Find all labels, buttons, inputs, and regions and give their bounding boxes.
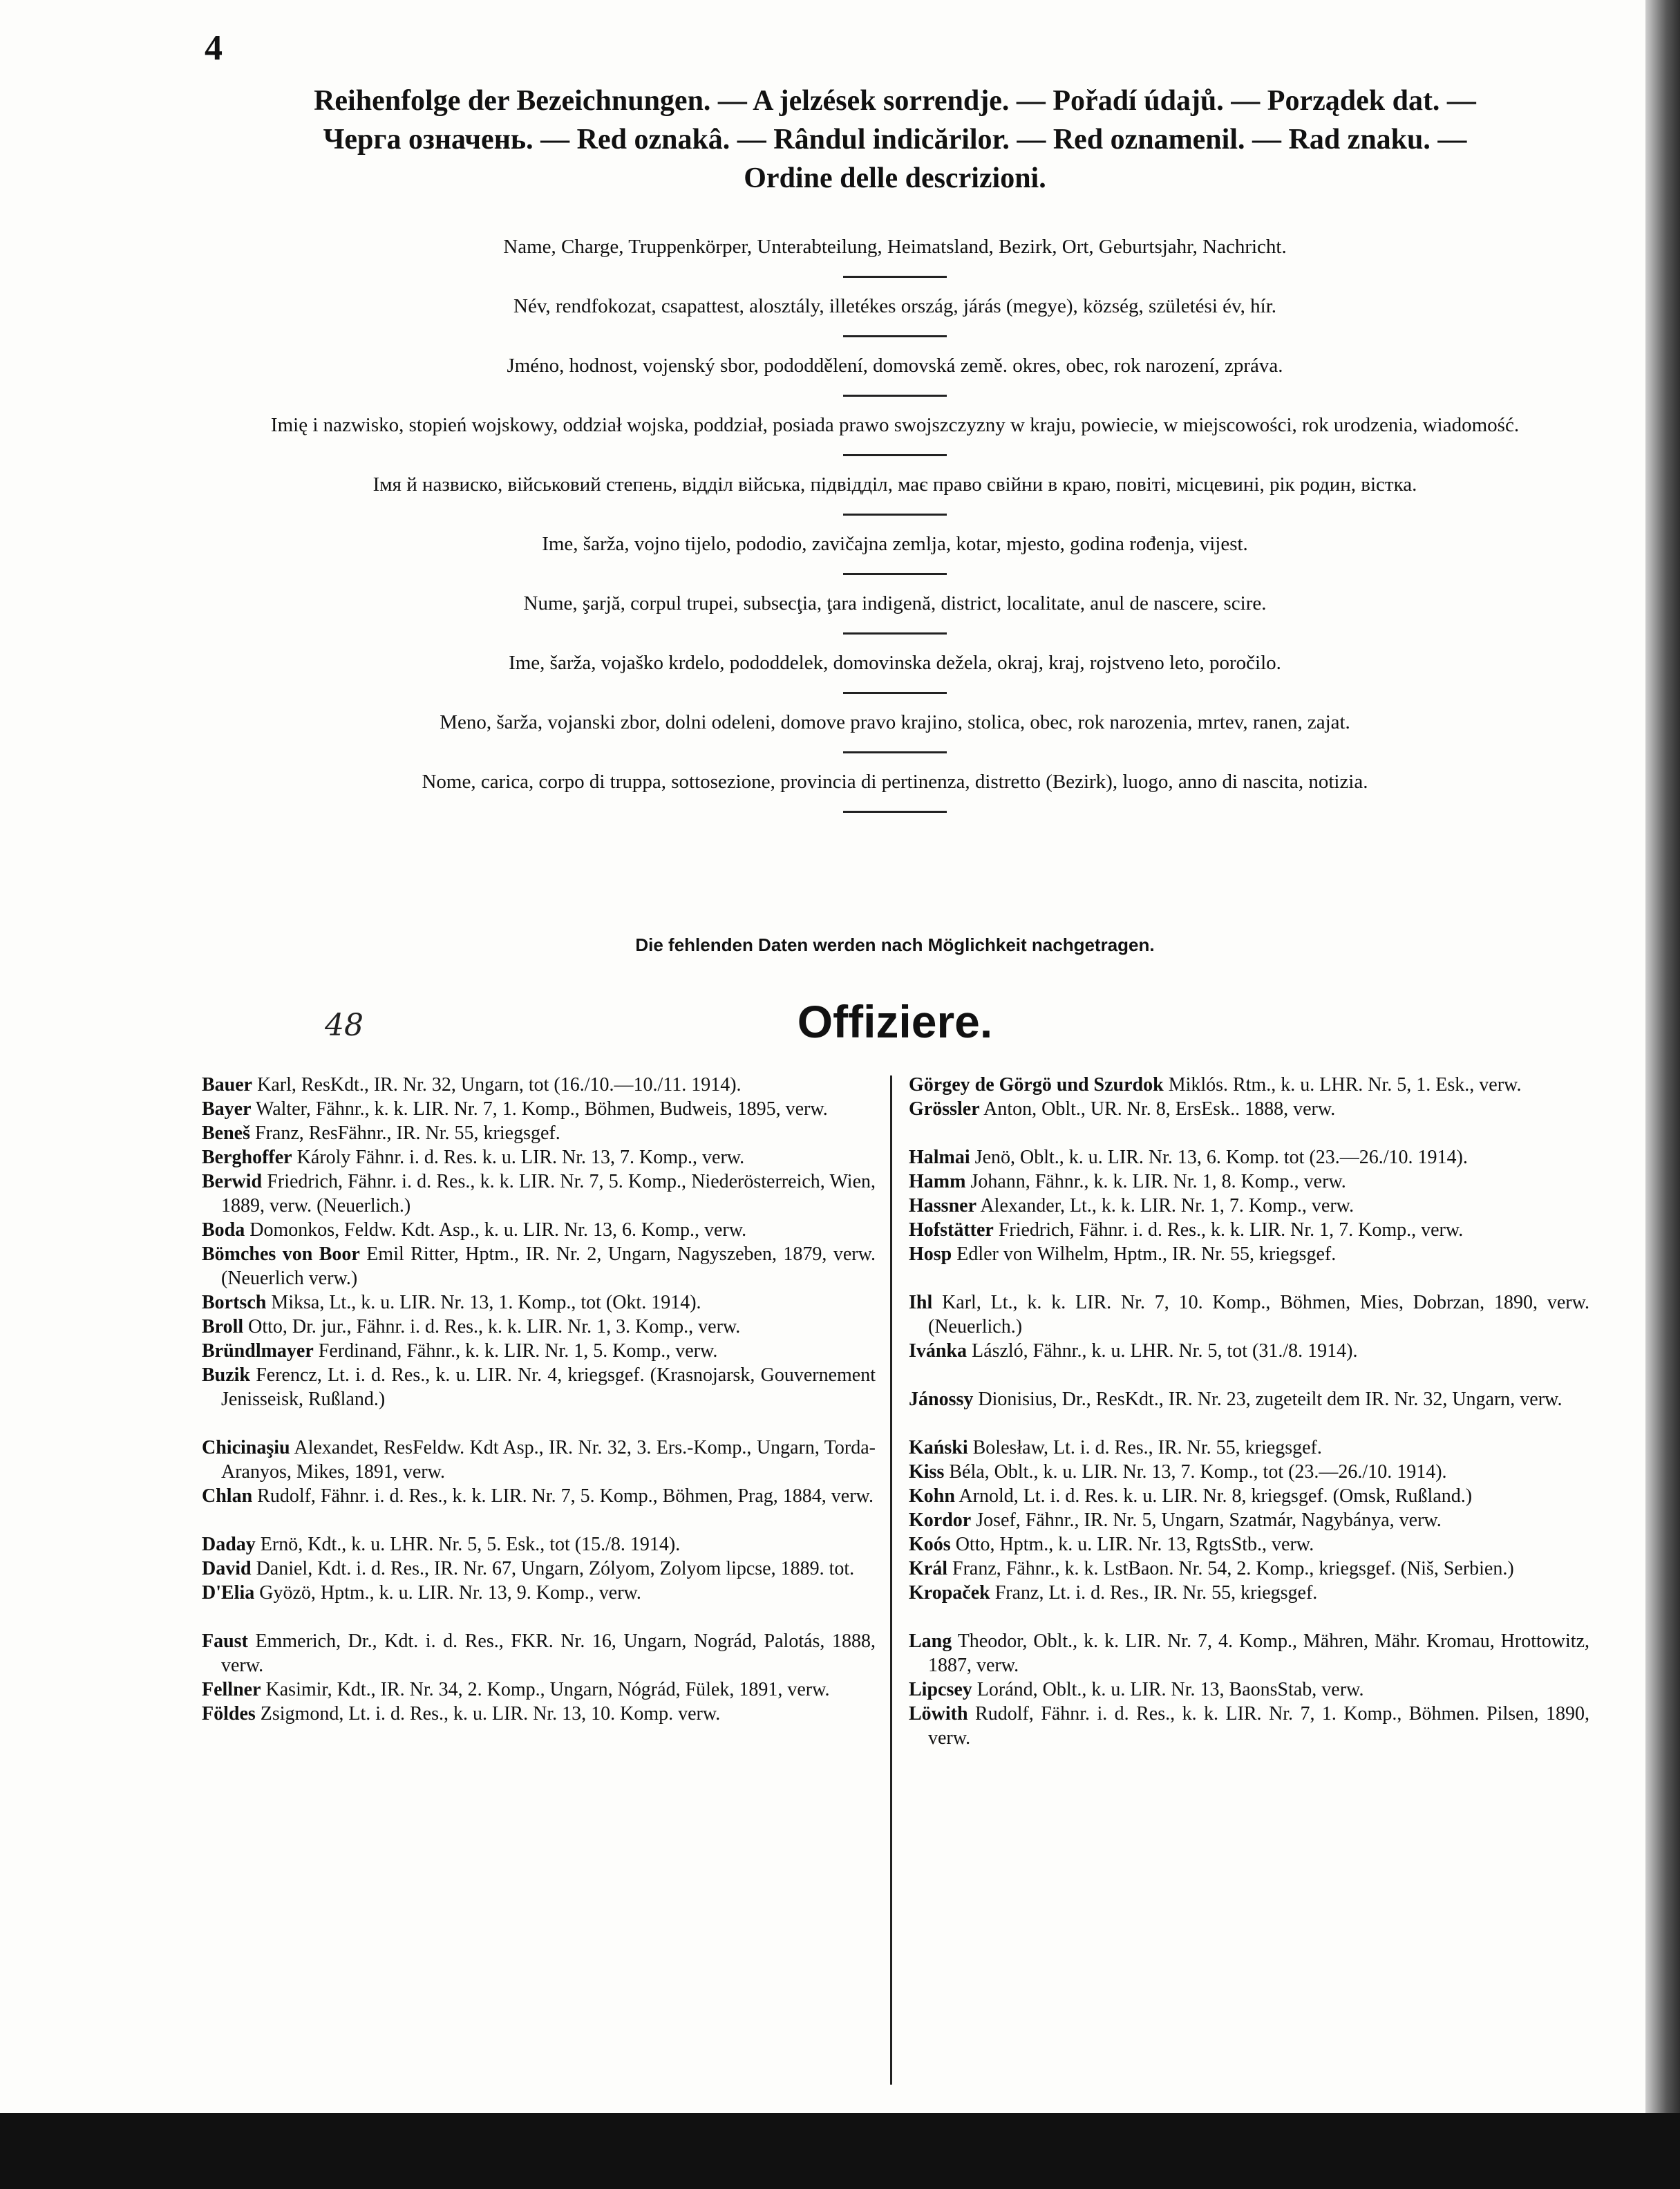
casualty-entry [909, 1387, 1589, 1411]
entry-surname: Hosp [909, 1243, 952, 1265]
entry-details: Otto, Dr. jur., Fähnr. i. d. Res., k. k. LIR. Nr. 1, 3. Komp., verw. [243, 1316, 741, 1337]
legend-line-hungarian: Név, rendfokozat, csapattest, alosztály, illetékes ország, járás (megye), község, születési év, hír. [513, 295, 1276, 317]
legend-line-czech: Jméno, hodnost, vojenský sbor, pododdělení, domovská země. okres, obec, rok narození, zpráva. [507, 355, 1283, 377]
casualty-entry [909, 1169, 1589, 1194]
section-title: Offiziere. [797, 996, 993, 1047]
casualty-entry [202, 1097, 876, 1121]
legend-line-slovenian: Ime, šarža, vojaško krdelo, pododdelek, domovinska dežela, okraj, kraj, rojstveno leto, poročilo. [509, 652, 1281, 674]
entry-details: Franz, ResFähnr., IR. Nr. 55, kriegsgef. [250, 1122, 560, 1144]
entry-surname: Ivánka [909, 1340, 968, 1362]
entry-surname: Kański [909, 1437, 968, 1458]
casualty-entry [202, 1339, 876, 1363]
legend-line-croatian: Ime, šarža, vojno tijelo, pododio, zavičajna zemlja, kotar, mjesto, godina rođenja, vijest. [542, 533, 1248, 555]
entry-surname: Ihl [909, 1292, 933, 1313]
casualty-entry [202, 1629, 876, 1678]
entry-details: Ferdinand, Fähnr., k. k. LIR. Nr. 1, 5. Komp., verw. [313, 1340, 718, 1362]
entry-surname: Halmai [909, 1147, 970, 1168]
casualty-entry [202, 1484, 876, 1508]
casualty-entry [909, 1508, 1589, 1532]
entry-surname: Chicinaşiu [202, 1437, 290, 1458]
entry-surname: Hassner [909, 1195, 976, 1216]
entry-details: Dionisius, Dr., ResKdt., IR. Nr. 23, zugeteilt dem IR. Nr. 32, Ungarn, verw. [973, 1389, 1563, 1410]
entry-gap [909, 1605, 1589, 1629]
right-column [909, 1073, 1589, 1750]
casualty-entry [202, 1581, 876, 1605]
entry-surname: Berghoffer [202, 1147, 292, 1168]
entry-details: Alexander, Lt., k. k. LIR. Nr. 1, 7. Komp., verw. [976, 1195, 1355, 1216]
entry-surname: Bömches von Boor [202, 1243, 360, 1265]
entry-gap [202, 1508, 876, 1532]
entry-surname: Hamm [909, 1171, 966, 1192]
entry-details: Kasimir, Kdt., IR. Nr. 34, 2. Komp., Ungarn, Nógrád, Fülek, 1891, verw. [261, 1679, 830, 1700]
entry-details: Emmerich, Dr., Kdt. i. d. Res., FKR. Nr. 16, Ungarn, Nográd, Palotás, 1888, verw. [221, 1631, 876, 1676]
entry-details: Loránd, Oblt., k. u. LIR. Nr. 13, BaonsStab, verw. [972, 1679, 1364, 1700]
entry-surname: Földes [202, 1703, 256, 1725]
casualty-entry [202, 1242, 876, 1290]
missing-data-note: Die fehlenden Daten werden nach Möglichkeit nachgetragen. [635, 934, 1155, 955]
scan-edge-shadow [1645, 0, 1680, 2189]
entry-surname: Löwith [909, 1703, 968, 1725]
casualty-entry [202, 1436, 876, 1484]
scan-bottom-edge [0, 2113, 1680, 2189]
entry-surname: Bortsch [202, 1292, 267, 1313]
entry-surname: Hofstätter [909, 1219, 994, 1241]
entry-details: Domonkos, Feldw. Kdt. Asp., k. u. LIR. Nr. 13, 6. Komp., verw. [245, 1219, 747, 1241]
casualty-entry [909, 1073, 1589, 1097]
entry-gap [909, 1121, 1589, 1145]
separator-rule [843, 632, 947, 635]
casualty-entry [909, 1218, 1589, 1242]
entry-details: Friedrich, Fähnr. i. d. Res., k. k. LIR. Nr. 1, 7. Komp., verw. [993, 1219, 1464, 1241]
entry-surname: Daday [202, 1534, 256, 1555]
legend-line-slovak: Meno, šarža, vojanski zbor, dolni odeleni, domove pravo krajino, stolica, obec, rok narozenia, mrtev, ranen, zajat. [440, 711, 1350, 733]
entry-surname: Lang [909, 1631, 952, 1652]
entry-surname: Faust [202, 1631, 248, 1652]
entry-details: Béla, Oblt., k. u. LIR. Nr. 13, 7. Komp., tot (23.—26./10. 1914). [944, 1461, 1447, 1483]
entry-surname: Kohn [909, 1485, 955, 1507]
separator-rule [843, 751, 947, 753]
casualty-entry [909, 1484, 1589, 1508]
entry-details: Arnold, Lt. i. d. Res. k. u. LIR. Nr. 8, kriegsgef. (Omsk, Rußland.) [954, 1485, 1473, 1507]
entry-details: Alexandet, ResFeldw. Kdt Asp., IR. Nr. 32, 3. Ers.-Komp., Ungarn, Torda-Aranyos, Mikes, 1891, verw. [221, 1437, 876, 1483]
casualty-entry [909, 1581, 1589, 1605]
entry-gap [202, 1411, 876, 1436]
entry-details: Miksa, Lt., k. u. LIR. Nr. 13, 1. Komp., tot (Okt. 1914). [266, 1292, 701, 1313]
entry-gap [909, 1363, 1589, 1387]
header-line: Reihenfolge der Bezeichnungen. — A jelzések sorrendje. — Pořadí údajů. — Porządek dat. — [314, 85, 1476, 117]
header-line: Ordine delle descrizioni. [744, 162, 1046, 194]
entry-details: Josef, Fähnr., IR. Nr. 5, Ungarn, Szatmár, Nagybánya, verw. [971, 1510, 1442, 1531]
entry-details: Otto, Hptm., k. u. LIR. Nr. 13, RgtsStb., verw. [950, 1534, 1314, 1555]
casualty-entry [909, 1339, 1589, 1363]
separator-rule [843, 276, 947, 278]
page-number: 4 [205, 28, 223, 68]
casualty-entry [202, 1073, 876, 1097]
entry-details: Ernö, Kdt., k. u. LHR. Nr. 5, 5. Esk., tot (15./8. 1914). [255, 1534, 681, 1555]
casualty-entry [909, 1557, 1589, 1581]
entry-gap [909, 1411, 1589, 1436]
casualty-entry [202, 1145, 876, 1169]
entry-details: Daniel, Kdt. i. d. Res., IR. Nr. 67, Ungarn, Zólyom, Zolyom lipcse, 1889. tot. [251, 1558, 855, 1579]
entry-surname: Beneš [202, 1122, 250, 1144]
entry-details: Johann, Fähnr., k. k. LIR. Nr. 1, 8. Komp., verw. [965, 1171, 1346, 1192]
legend-line-italian: Nome, carica, corpo di truppa, sottosezione, provincia di pertinenza, distretto (Bezirk), luogo, anno di nascita, notizia. [422, 771, 1368, 793]
entry-surname: Kordor [909, 1510, 972, 1531]
handwritten-note: 48 [325, 1008, 364, 1043]
legend-block [207, 235, 1583, 829]
separator-rule [843, 335, 947, 337]
entry-surname: David [202, 1558, 252, 1579]
legend-line-german: Name, Charge, Truppenkörper, Unterabteilung, Heimatsland, Bezirk, Ort, Geburtsjahr, Nachricht. [503, 236, 1287, 258]
entry-surname: Broll [202, 1316, 244, 1337]
casualty-entry [909, 1702, 1589, 1750]
entry-details: Emil Ritter, Hptm., IR. Nr. 2, Ungarn, Nagyszeben, 1879, verw. (Neuerlich verw.) [221, 1243, 876, 1289]
entry-surname: Koós [909, 1534, 951, 1555]
casualty-entry [909, 1460, 1589, 1484]
casualty-entry [202, 1678, 876, 1702]
casualty-entry [909, 1436, 1589, 1460]
casualty-entry [909, 1194, 1589, 1218]
casualty-entry [202, 1218, 876, 1242]
entry-details: Friedrich, Fähnr. i. d. Res., k. k. LIR. Nr. 7, 5. Komp., Niederösterreich, Wien, 1889, verw. (Neuerlich.) [221, 1171, 876, 1216]
entry-surname: Chlan [202, 1485, 253, 1507]
separator-rule [843, 395, 947, 397]
entry-surname: Král [909, 1558, 947, 1579]
entry-details: Ferencz, Lt. i. d. Res., k. u. LIR. Nr. 4, kriegsgef. (Krasnojarsk, Gouvernement Jenisseisk, Rußland.) [221, 1364, 876, 1410]
entry-gap [202, 1605, 876, 1629]
casualty-entry [202, 1532, 876, 1557]
entry-details: Rudolf, Fähnr. i. d. Res., k. k. LIR. Nr. 7, 1. Komp., Böhmen. Pilsen, 1890, verw. [928, 1703, 1589, 1749]
entry-details: Miklós. Rtm., k. u. LHR. Nr. 5, 1. Esk., verw. [1163, 1074, 1522, 1096]
entry-details: Jenö, Oblt., k. u. LIR. Nr. 13, 6. Komp. tot (23.—26./10. 1914). [970, 1147, 1468, 1168]
entry-surname: Görgey de Görgö und Szurdok [909, 1074, 1164, 1096]
legend-line-ukrainian: Імя й назвиско, військовий степень, відділ війська, підвідділ, має право свійни в краю, повіті, місцевині, рік родин, вістка. [372, 473, 1417, 496]
separator-rule [843, 514, 947, 516]
casualty-entry [909, 1097, 1589, 1121]
casualty-entry [202, 1169, 876, 1218]
entry-surname: Bayer [202, 1098, 252, 1120]
casualty-entry [909, 1145, 1589, 1169]
entry-details: Franz, Fähnr., k. k. LstBaon. Nr. 54, 2. Komp., kriegsgef. (Niš, Serbien.) [947, 1558, 1514, 1579]
entry-details: Walter, Fähnr., k. k. LIR. Nr. 7, 1. Komp., Böhmen, Budweis, 1895, verw. [251, 1098, 828, 1120]
entry-surname: Kropaček [909, 1582, 990, 1604]
legend-line-polish: Imię i nazwisko, stopień wojskowy, oddział wojska, poddział, posiada prawo swojszczyzny w kraju, powiecie, w miejscowości, rok urodzenia, wiadomość. [270, 414, 1520, 436]
entry-details: Zsigmond, Lt. i. d. Res., k. u. LIR. Nr. 13, 10. Komp. verw. [255, 1703, 721, 1725]
casualty-entry [202, 1363, 876, 1411]
entry-surname: Grössler [909, 1098, 980, 1120]
entry-details: Bolesław, Lt. i. d. Res., IR. Nr. 55, kriegsgef. [968, 1437, 1322, 1458]
left-column [202, 1073, 876, 1726]
entry-details: Rudolf, Fähnr. i. d. Res., k. k. LIR. Nr. 7, 5. Komp., Böhmen, Prag, 1884, verw. [252, 1485, 874, 1507]
separator-rule [843, 811, 947, 813]
separator-rule [843, 573, 947, 575]
entry-details: László, Fähnr., k. u. LHR. Nr. 5, tot (31./8. 1914). [967, 1340, 1358, 1362]
casualty-entry [202, 1557, 876, 1581]
legend-line-romanian: Nume, şarjă, corpul trupei, subsecţia, ţara indigenă, district, localitate, anul de nascere, scire. [523, 592, 1267, 614]
entry-surname: Lipcsey [909, 1679, 972, 1700]
entry-gap [909, 1266, 1589, 1290]
entry-details: Edler von Wilhelm, Hptm., IR. Nr. 55, kriegsgef. [952, 1243, 1337, 1265]
entry-details: Theodor, Oblt., k. k. LIR. Nr. 7, 4. Komp., Mähren, Mähr. Kromau, Hrottowitz, 1887, verw. [928, 1631, 1589, 1676]
casualty-entry [909, 1242, 1589, 1266]
casualty-entry [909, 1629, 1589, 1678]
entry-details: Anton, Oblt., UR. Nr. 8, ErsEsk.. 1888, verw. [979, 1098, 1336, 1120]
entry-details: Franz, Lt. i. d. Res., IR. Nr. 55, kriegsgef. [990, 1582, 1318, 1604]
entry-surname: Jánossy [909, 1389, 974, 1410]
entry-surname: Kiss [909, 1461, 945, 1483]
entry-surname: Bauer [202, 1074, 253, 1096]
entry-surname: Bründlmayer [202, 1340, 314, 1362]
entry-details: Gyözö, Hptm., k. u. LIR. Nr. 13, 9. Komp., verw. [254, 1582, 641, 1604]
casualty-entry [909, 1532, 1589, 1557]
casualty-entry [202, 1315, 876, 1339]
casualty-entry [909, 1290, 1589, 1339]
entry-details: Karl, Lt., k. k. LIR. Nr. 7, 10. Komp., Böhmen, Mies, Dobrzan, 1890, verw. (Neuerlich.) [928, 1292, 1589, 1337]
entry-details: Karl, ResKdt., IR. Nr. 32, Ungarn, tot (16./10.—10./11. 1914). [252, 1074, 742, 1096]
entry-surname: Boda [202, 1219, 245, 1241]
entry-surname: Berwid [202, 1171, 263, 1192]
entry-surname: Fellner [202, 1679, 261, 1700]
header-languages [207, 82, 1583, 198]
casualty-entry [202, 1702, 876, 1726]
header-line: Черга означень. — Red oznakâ. — Rândul indicărilor. — Red oznamenil. — Rad znaku. — [323, 124, 1467, 156]
casualty-entry [202, 1290, 876, 1315]
entry-details: Károly Fähnr. i. d. Res. k. u. LIR. Nr. 13, 7. Komp., verw. [292, 1147, 745, 1168]
entry-surname: D'Elia [202, 1582, 255, 1604]
separator-rule [843, 454, 947, 456]
entry-surname: Buzik [202, 1364, 251, 1386]
column-divider [890, 1075, 892, 2085]
casualty-entry [909, 1678, 1589, 1702]
separator-rule [843, 692, 947, 694]
casualty-entry [202, 1121, 876, 1145]
